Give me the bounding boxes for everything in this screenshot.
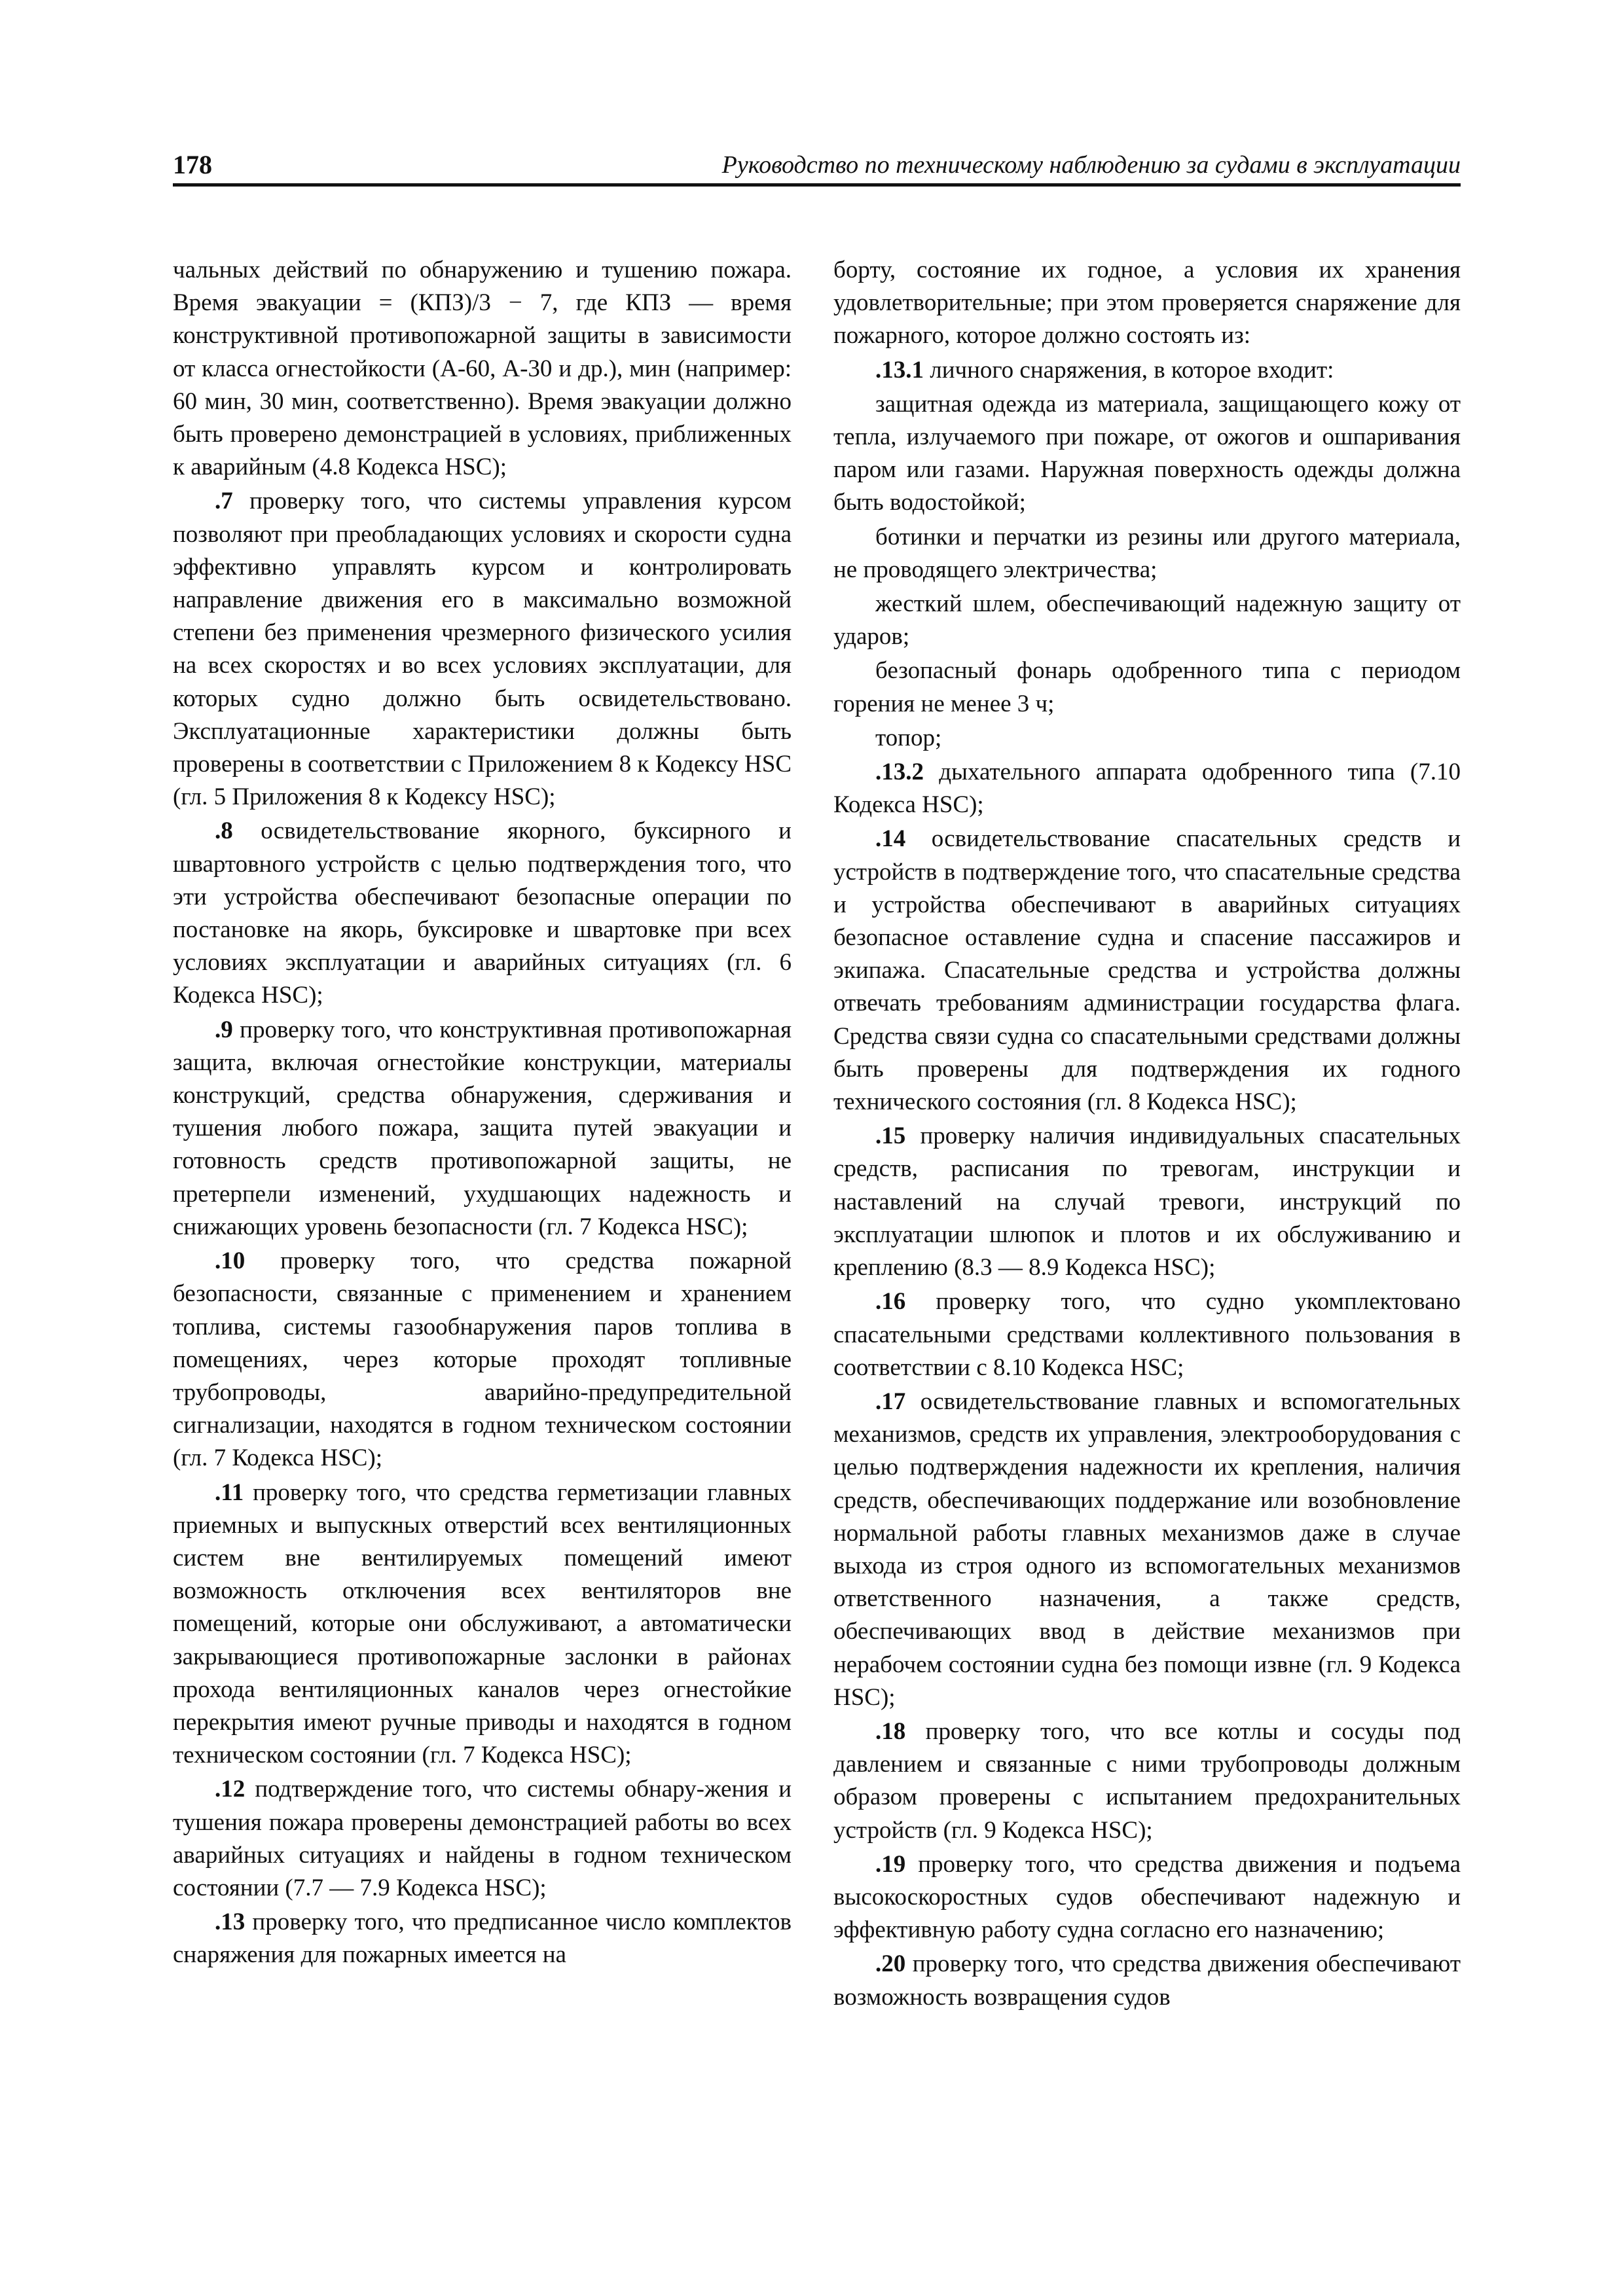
paragraph: жесткий шлем, обеспечивающий надежную защиту от ударов; bbox=[833, 590, 1461, 651]
paragraph: .13.1 личного снаряжения, в которое входит: bbox=[875, 356, 1334, 384]
paragraph: .19 проверку того, что средства движения и подъема высокоскоростных судов обеспечивают надежную и эффективную работу судна согласно его назначению; bbox=[833, 1850, 1461, 1944]
paragraph: борту, состояние их годное, а условия их хранения удовлетворительные; при этом проверяется снаряжение для пожарного, которое должно состоять из: bbox=[833, 257, 1461, 350]
paragraph: .14 освидетельствование спасательных средств и устройств в подтверждение того, что спасательные средства и устройства обеспечивают в аварийных ситуациях безопасное оставление судна и спасение пассажиров и экипажа. Спасательные средства и устройства должны отвечать требованиям администрации государства флага. Средства связи судна со спасательными средствами должны быть проверены для подтверждения их годного технического состояния (гл. 8 Кодекса HSC); bbox=[833, 825, 1461, 1116]
paragraph: .9 проверку того, что конструктивная противопожарная защита, включая огнестойкие конструкции, материалы конструкций, средства обнаружения, сдерживания и тушения любого пожара, защита путей эвакуации и готовность средств противопожарной защиты, не претерпели изменений, ухудшающих надежность и снижающих уровень безопасности (гл. 7 Кодекса HSC); bbox=[173, 1016, 792, 1240]
paragraph: .20 проверку того, что средства движения обеспечивают возможность возвращения судов bbox=[833, 1950, 1461, 2011]
clause-number: .14 bbox=[875, 825, 906, 853]
paragraph: .11 проверку того, что средства герметизации главных приемных и выпускных отверстий всех вентиляционных систем вне вентилируемых помещений имеют возможность отключения всех вентиляторов вне помещений, которые они обслуживают, а автоматически закрывающиеся противопожарные заслонки в районах прохода вентиляционных каналов через огнестойкие перекрытия имеют ручные приводы и находятся в годном техническом состоянии (гл. 7 Кодекса HSC); bbox=[173, 1479, 792, 1769]
paragraph: защитная одежда из материала, защищающего кожу от тепла, излучаемого при пожаре, от ожогов и ошпаривания паром или газами. Наружная поверхность одежды должна быть водостойкой; bbox=[833, 390, 1461, 516]
clause-number: .9 bbox=[215, 1016, 233, 1043]
running-header bbox=[173, 145, 1461, 187]
clause-number: .12 bbox=[215, 1776, 246, 1803]
paragraph: .10 проверку того, что средства пожарной безопасности, связанные с применением и хранением топлива, системы газообнаружения паров топлива в помещениях, через которые проходят топливные трубопроводы, аварийно-предупредительной сигнализации, находятся в годном техническом состоянии (гл. 7 Кодекса HSC); bbox=[173, 1247, 792, 1472]
paragraph: безопасный фонарь одобренного типа с периодом горения не менее 3 ч; bbox=[833, 657, 1461, 717]
paragraph: .17 освидетельствование главных и вспомогательных механизмов, средств их управления, электрооборудования с целью подтверждения надежности их крепления, наличия средств, обеспечивающих поддержание или возобновление нормальной работы главных механизмов даже в случае выхода из строя одного из вспомогательных механизмов ответственного назначения, а также средств, обеспечивающих ввод в действие механизмов при нерабочем состоянии судна без помощи извне (гл. 9 Кодекса HSC); bbox=[833, 1388, 1461, 1711]
running-title: Руководство по техническому наблюдению за судами в эксплуатации bbox=[721, 151, 1461, 179]
clause-number: .16 bbox=[875, 1288, 906, 1316]
clause-number: .20 bbox=[875, 1950, 906, 1978]
clause-number: .13.2 bbox=[875, 759, 924, 786]
clause-number: .18 bbox=[875, 1717, 906, 1745]
paragraph: .16 проверку того, что судно укомплектовано спасательными средствами коллективного пользования в соответствии с 8.10 Кодекса HSC; bbox=[833, 1288, 1461, 1381]
paragraph: .18 проверку того, что все котлы и сосуды под давлением и связанные с ними трубопроводы должным образом проверены с испытанием предохранительных устройств (гл. 9 Кодекса HSC); bbox=[833, 1717, 1461, 1844]
clause-number: .7 bbox=[215, 488, 233, 515]
clause-number: .10 bbox=[215, 1247, 246, 1275]
clause-number: .8 bbox=[215, 817, 233, 845]
clause-number: .13 bbox=[215, 1909, 246, 1936]
right-column bbox=[833, 254, 1461, 2014]
clause-number: .17 bbox=[875, 1388, 906, 1415]
paragraph: .13.2 дыхательного аппарата одобренного типа (7.10 Кодекса HSC); bbox=[833, 759, 1461, 819]
left-column bbox=[173, 254, 792, 1972]
paragraph: .12 подтверждение того, что системы обнару-жения и тушения пожара проверены демонстрацией работы во всех аварийных ситуациях и найдены в годном техническом состоянии (7.7 — 7.9 Кодекса HSC); bbox=[173, 1776, 792, 1901]
paragraph: .13 проверку того, что предписанное число комплектов снаряжения для пожарных имеется на bbox=[173, 1909, 792, 1969]
page-number: 178 bbox=[173, 150, 212, 179]
paragraph: .7 проверку того, что системы управления курсом позволяют при преобладающих условиях и скорости судна эффективно управлять курсом и контролировать направление движения его в максимально возможной степени без применения чрезмерного физического усилия на всех скоростях и во всех условиях эксплуатации, для которых судно должно быть освидетельствовано. Эксплуатационные характеристики должны быть проверены в соответствии с Приложением 8 к Кодексу HSC (гл. 5 Приложения 8 к Кодексу HSC); bbox=[173, 488, 792, 811]
paragraph: топор; bbox=[875, 724, 942, 751]
paragraph: .8 освидетельствование якорного, буксирного и швартовного устройств с целью подтверждения того, что эти устройства обеспечивают безопасные операции по постановке на якорь, буксировке и швартовке при всех условиях эксплуатации и аварийных ситуациях (гл. 6 Кодекса HSC); bbox=[173, 817, 792, 1009]
paragraph: чальных действий по обнаружению и тушению пожара. Время эвакуации = (КПЗ)/3 − 7, где КПЗ — время конструктивной противопожарной защиты в зависимости от класса огнестойкости (А-60, А-30 и др.), мин (например: 60 мин, 30 мин, соответственно). Время эвакуации должно быть проверено демонстрацией в условиях, приближенных к аварийным (4.8 Кодекса HSC); bbox=[173, 257, 792, 481]
paragraph: ботинки и перчатки из резины или другого материала, не проводящего электричества; bbox=[833, 523, 1461, 583]
paragraph: .15 проверку наличия индивидуальных спасательных средств, расписания по тревогам, инструкции и наставлений на случай тревоги, инструкций по эксплуатации шлюпок и плотов и их обслуживанию и креплению (8.3 — 8.9 Кодекса HSC); bbox=[833, 1122, 1461, 1282]
clause-number: .13.1 bbox=[875, 356, 924, 384]
clause-number: .15 bbox=[875, 1122, 906, 1150]
clause-number: .19 bbox=[875, 1850, 906, 1878]
clause-number: .11 bbox=[215, 1479, 244, 1506]
